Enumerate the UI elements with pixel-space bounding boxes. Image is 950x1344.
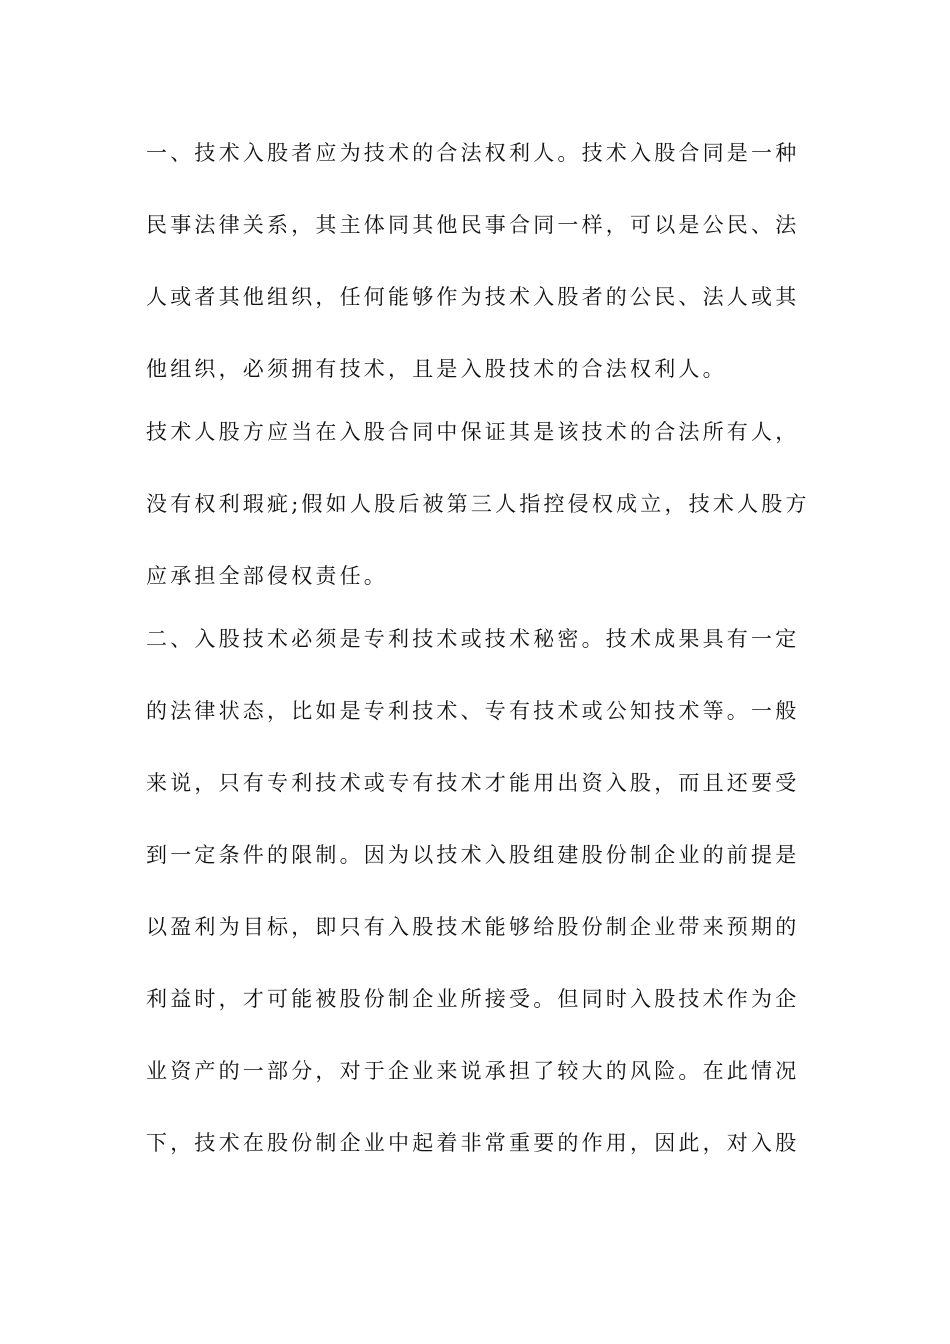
body-text [146,132,810,1194]
text-line: 应承担全部侵权责任。 [146,564,388,588]
text-line: 没有权利瑕疵;假如人股后被第三人指控侵权成立，技术人股方 [146,492,810,516]
text-line: 以盈利为目标，即只有入股技术能够给股份制企业带来预期的 [146,915,800,939]
text-line: 他组织，必须拥有技术，且是入股技术的合法权利人。 [146,357,727,381]
text-line: 技术人股方应当在入股合同中保证其是该技术的合法所有人， [146,420,800,444]
text-line: 下，技术在股份制企业中起着非常重要的作用，因此，对入股 [146,1131,800,1155]
text-line: 民事法律关系，其主体同其他民事合同一样，可以是公民、法 [146,213,800,237]
text-line: 到一定条件的限制。因为以技术入股组建股份制企业的前提是 [146,843,800,867]
text-line: 业资产的一部分，对于企业来说承担了较大的风险。在此情况 [146,1059,800,1083]
text-line: 一、技术入股者应为技术的合法权利人。技术入股合同是一种 [146,141,800,165]
text-line: 来说，只有专利技术或专有技术才能用出资入股，而且还要受 [146,771,800,795]
text-line: 人或者其他组织，任何能够作为技术入股者的公民、法人或其 [146,285,800,309]
text-line: 二、入股技术必须是专利技术或技术秘密。技术成果具有一定 [146,627,800,651]
text-line: 的法律状态，比如是专利技术、专有技术或公知技术等。一般 [146,699,800,723]
text-line: 利益时，才可能被股份制企业所接受。但同时入股技术作为企 [146,987,800,1011]
